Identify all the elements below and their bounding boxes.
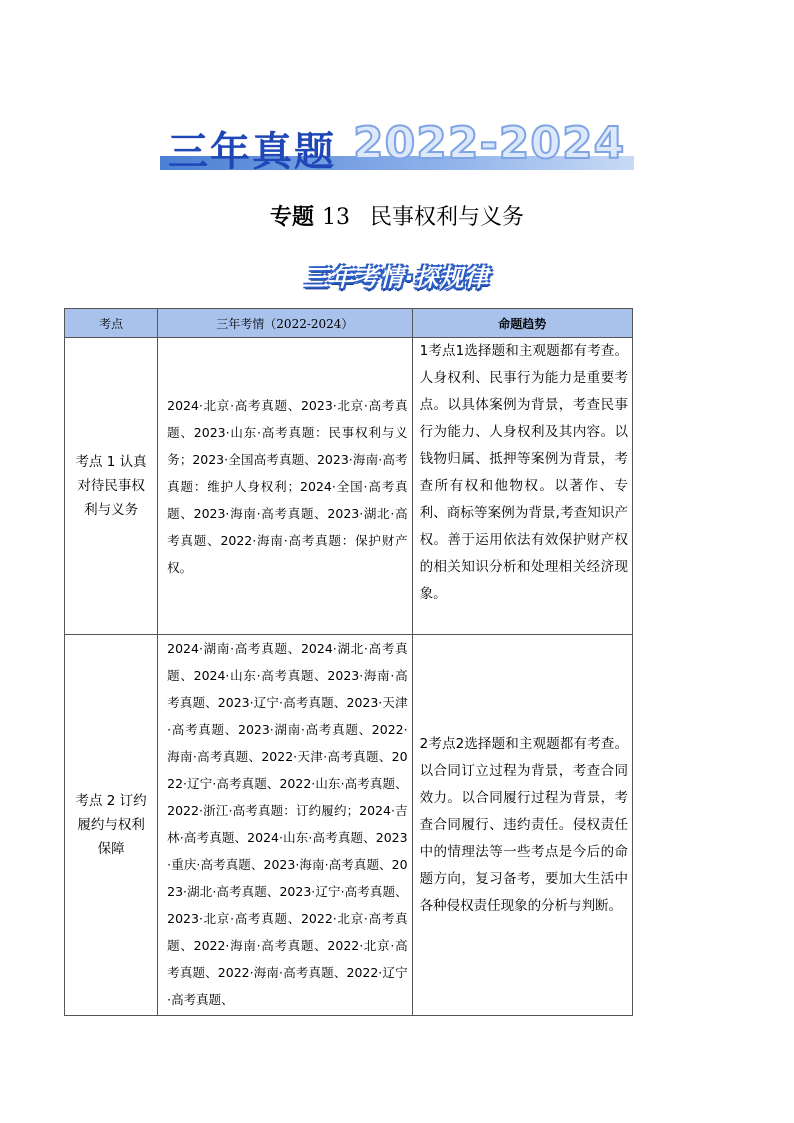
- section-subtitle: 三年考情·探规律: [304, 264, 490, 292]
- exam-years-cell: 2024·湖南·高考真题、2024·湖北·高考真题、2024·山东·高考真题、2023·海南·高考真题、2023·辽宁·高考真题、2023·天津·高考真题、2023·湖南·高考真题、2022·海南·高考真题、2022·天津·高考真题、2022·辽宁·高考真题、2022·山东·高考真题、2022·浙江·高考真题：订约履约；2024·吉林·高考真题、2024·山东·高考真题、2023·重庆·高考真题、2023·海南·高考真题、2023·湖北·高考真题、2023·辽宁·高考真题、2023·北京·高考真题、2022·北京·高考真题、2022·海南·高考真题、2022·北京·高考真题、2022·海南·高考真题、2022·辽宁·高考真题、: [158, 635, 412, 1016]
- header-years: 三年考情（2022-2024）: [158, 309, 412, 338]
- title-number: 13: [322, 205, 350, 230]
- document-title: [0, 200, 794, 231]
- exam-years-cell: 2024·北京·高考真题、2023·北京·高考真题、2023·山东·高考真题：民事权利与义务；2023·全国高考真题、2023·海南·高考真题：维护人身权利；2024·全国·高考真题、2023·海南·高考真题、2023·湖北·高考真题、2022·海南·高考真题：保护财产权。: [158, 338, 412, 635]
- exam-trend-cell: 1考点1选择题和主观题都有考查。人身权利、民事行为能力是重要考点。以具体案例为背景，考查民事行为能力、人身权利及其内容。以钱物归属、抵押等案例为背景，考查所有权和他物权。以著作、专利、商标等案例为背景,考查知识产权。善于运用依法有效保护财产权的相关知识分析和处理相关经济现象。: [412, 338, 632, 635]
- banner-title: 三年真题: [168, 129, 336, 175]
- banner-years: 2022-2024: [353, 118, 626, 169]
- title-text: 民事权利与义务: [370, 205, 525, 230]
- exam-point-cell: 考点 2 订约履约与权利保障: [65, 635, 158, 1016]
- table-row: [65, 635, 633, 1016]
- exam-point-cell: 考点 1 认真对待民事权利与义务: [65, 338, 158, 635]
- title-prefix: 专题: [269, 204, 314, 230]
- exam-trend-cell: 2考点2选择题和主观题都有考查。以合同订立过程为背景，考查合同效力。以合同履行过程为背景，考查合同履行、违约责任。侵权责任中的情理法等一些考点是今后的命题方向，复习备考，要加大生活中各种侵权责任现象的分析与判断。: [412, 635, 632, 1016]
- header-point: 考点: [65, 309, 158, 338]
- table-header-row: [65, 309, 633, 338]
- header-trend: 命题趋势: [412, 309, 632, 338]
- header-banner: [160, 118, 634, 180]
- exam-analysis-table: [64, 308, 633, 1016]
- table-row: [65, 338, 633, 635]
